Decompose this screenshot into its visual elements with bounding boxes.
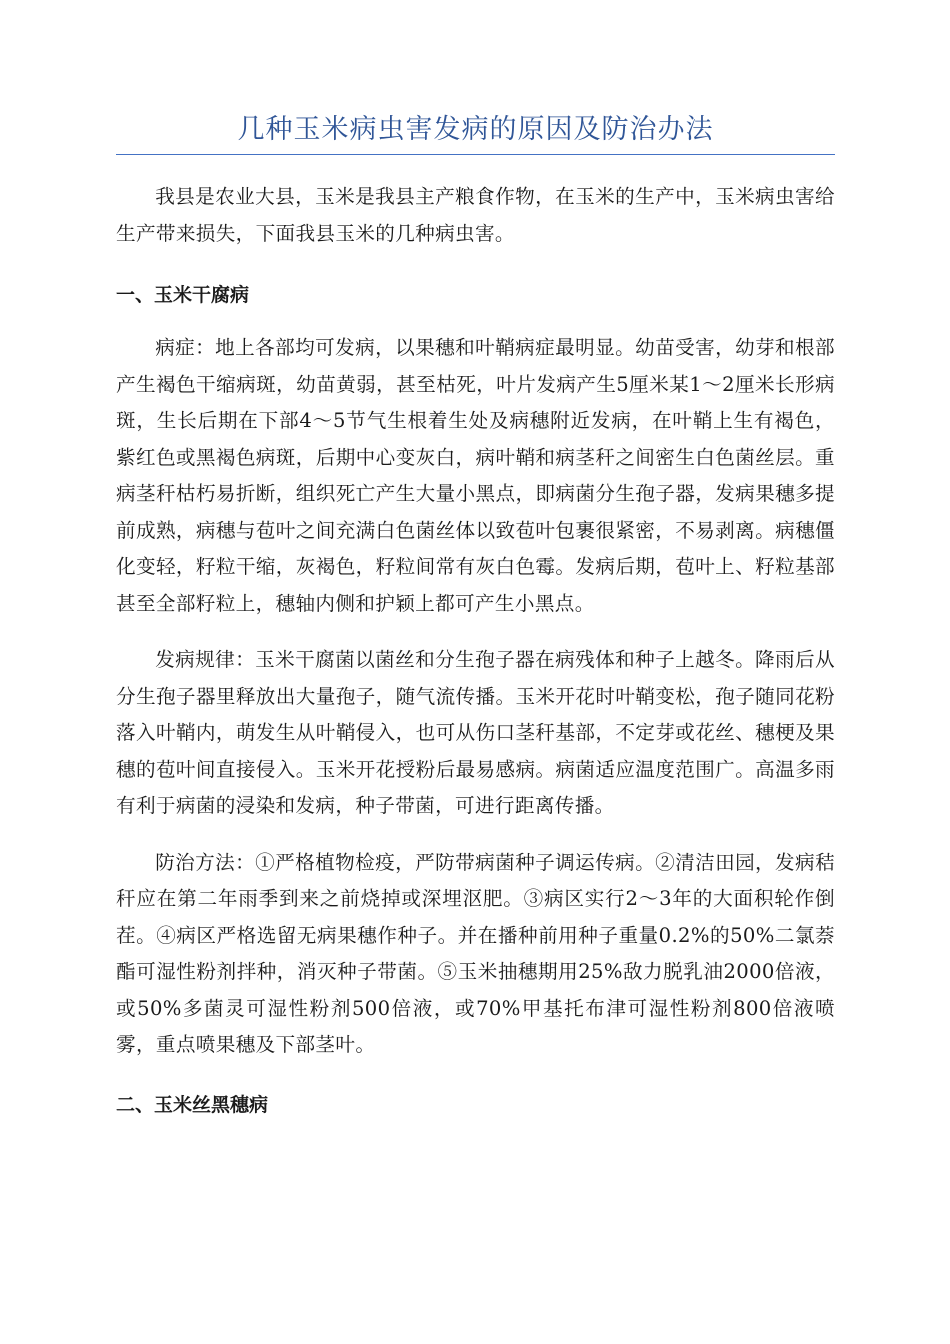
- document-title: 几种玉米病虫害发病的原因及防治办法: [116, 108, 835, 155]
- symptoms-paragraph: 病症：地上各部均可发病，以果穗和叶鞘病症最明显。幼苗受害，幼芽和根部产生褐色干缩病斑，幼苗黄弱，甚至枯死，叶片发病产生5厘米某1～2厘米长形病斑，生长后期在下部4～5节气生根着生处及病穗附近发病，在叶鞘上生有褐色，紫红色或黑褐色病斑，后期中心变灰白，病叶鞘和病茎秆之间密生白色菌丝层。重病茎秆枯朽易折断，组织死亡产生大量小黑点，即病菌分生孢子器，发病果穗多提前成熟，病穗与苞叶之间充满白色菌丝体以致苞叶包裹很紧密，不易剥离。病穗僵化变轻，籽粒干缩，灰褐色，籽粒间常有灰白色霉。发病后期，苞叶上、籽粒基部甚至全部籽粒上，穗轴内侧和护颖上都可产生小黑点。: [116, 336, 835, 615]
- intro-paragraph: 我县是农业大县，玉米是我县主产粮食作物，在玉米的生产中，玉米病虫害给生产带来损失，下面我县玉米的几种病虫害。: [116, 185, 835, 245]
- section-heading-head-smut: 二、玉米丝黑穗病: [116, 1093, 269, 1116]
- section-heading-dry-rot: 一、玉米干腐病: [116, 284, 250, 306]
- control-methods-paragraph: 防治方法：①严格植物检疫，严防带病菌种子调运传病。②清洁田园，发病秸秆应在第二年雨季到来之前烧掉或深埋沤肥。③病区实行2～3年的大面积轮作倒茬。④病区严格选留无病果穗作种子。并在播种前用种子重量0.2%的50%二氯萘酯可湿性粉剂拌种，消灭种子带菌。⑤玉米抽穗期用25%敌力脱乳油2000倍液，或50%多菌灵可湿性粉剂500倍液，或70%甲基托布津可湿性粉剂800倍液喷雾，重点喷果穗及下部茎叶。: [116, 850, 835, 1056]
- document-page: [116, 108, 835, 1120]
- disease-pattern-paragraph: 发病规律：玉米干腐菌以菌丝和分生孢子器在病残体和种子上越冬。降雨后从分生孢子器里释放出大量孢子，随气流传播。玉米开花时叶鞘变松，孢子随同花粉落入叶鞘内，萌发生从叶鞘侵入，也可从伤口茎秆基部，不定芽或花丝、穗梗及果穗的苞叶间直接侵入。玉米开花授粉后最易感病。病菌适应温度范围广。高温多雨有利于病菌的浸染和发病，种子带菌，可进行距离传播。: [116, 648, 835, 817]
